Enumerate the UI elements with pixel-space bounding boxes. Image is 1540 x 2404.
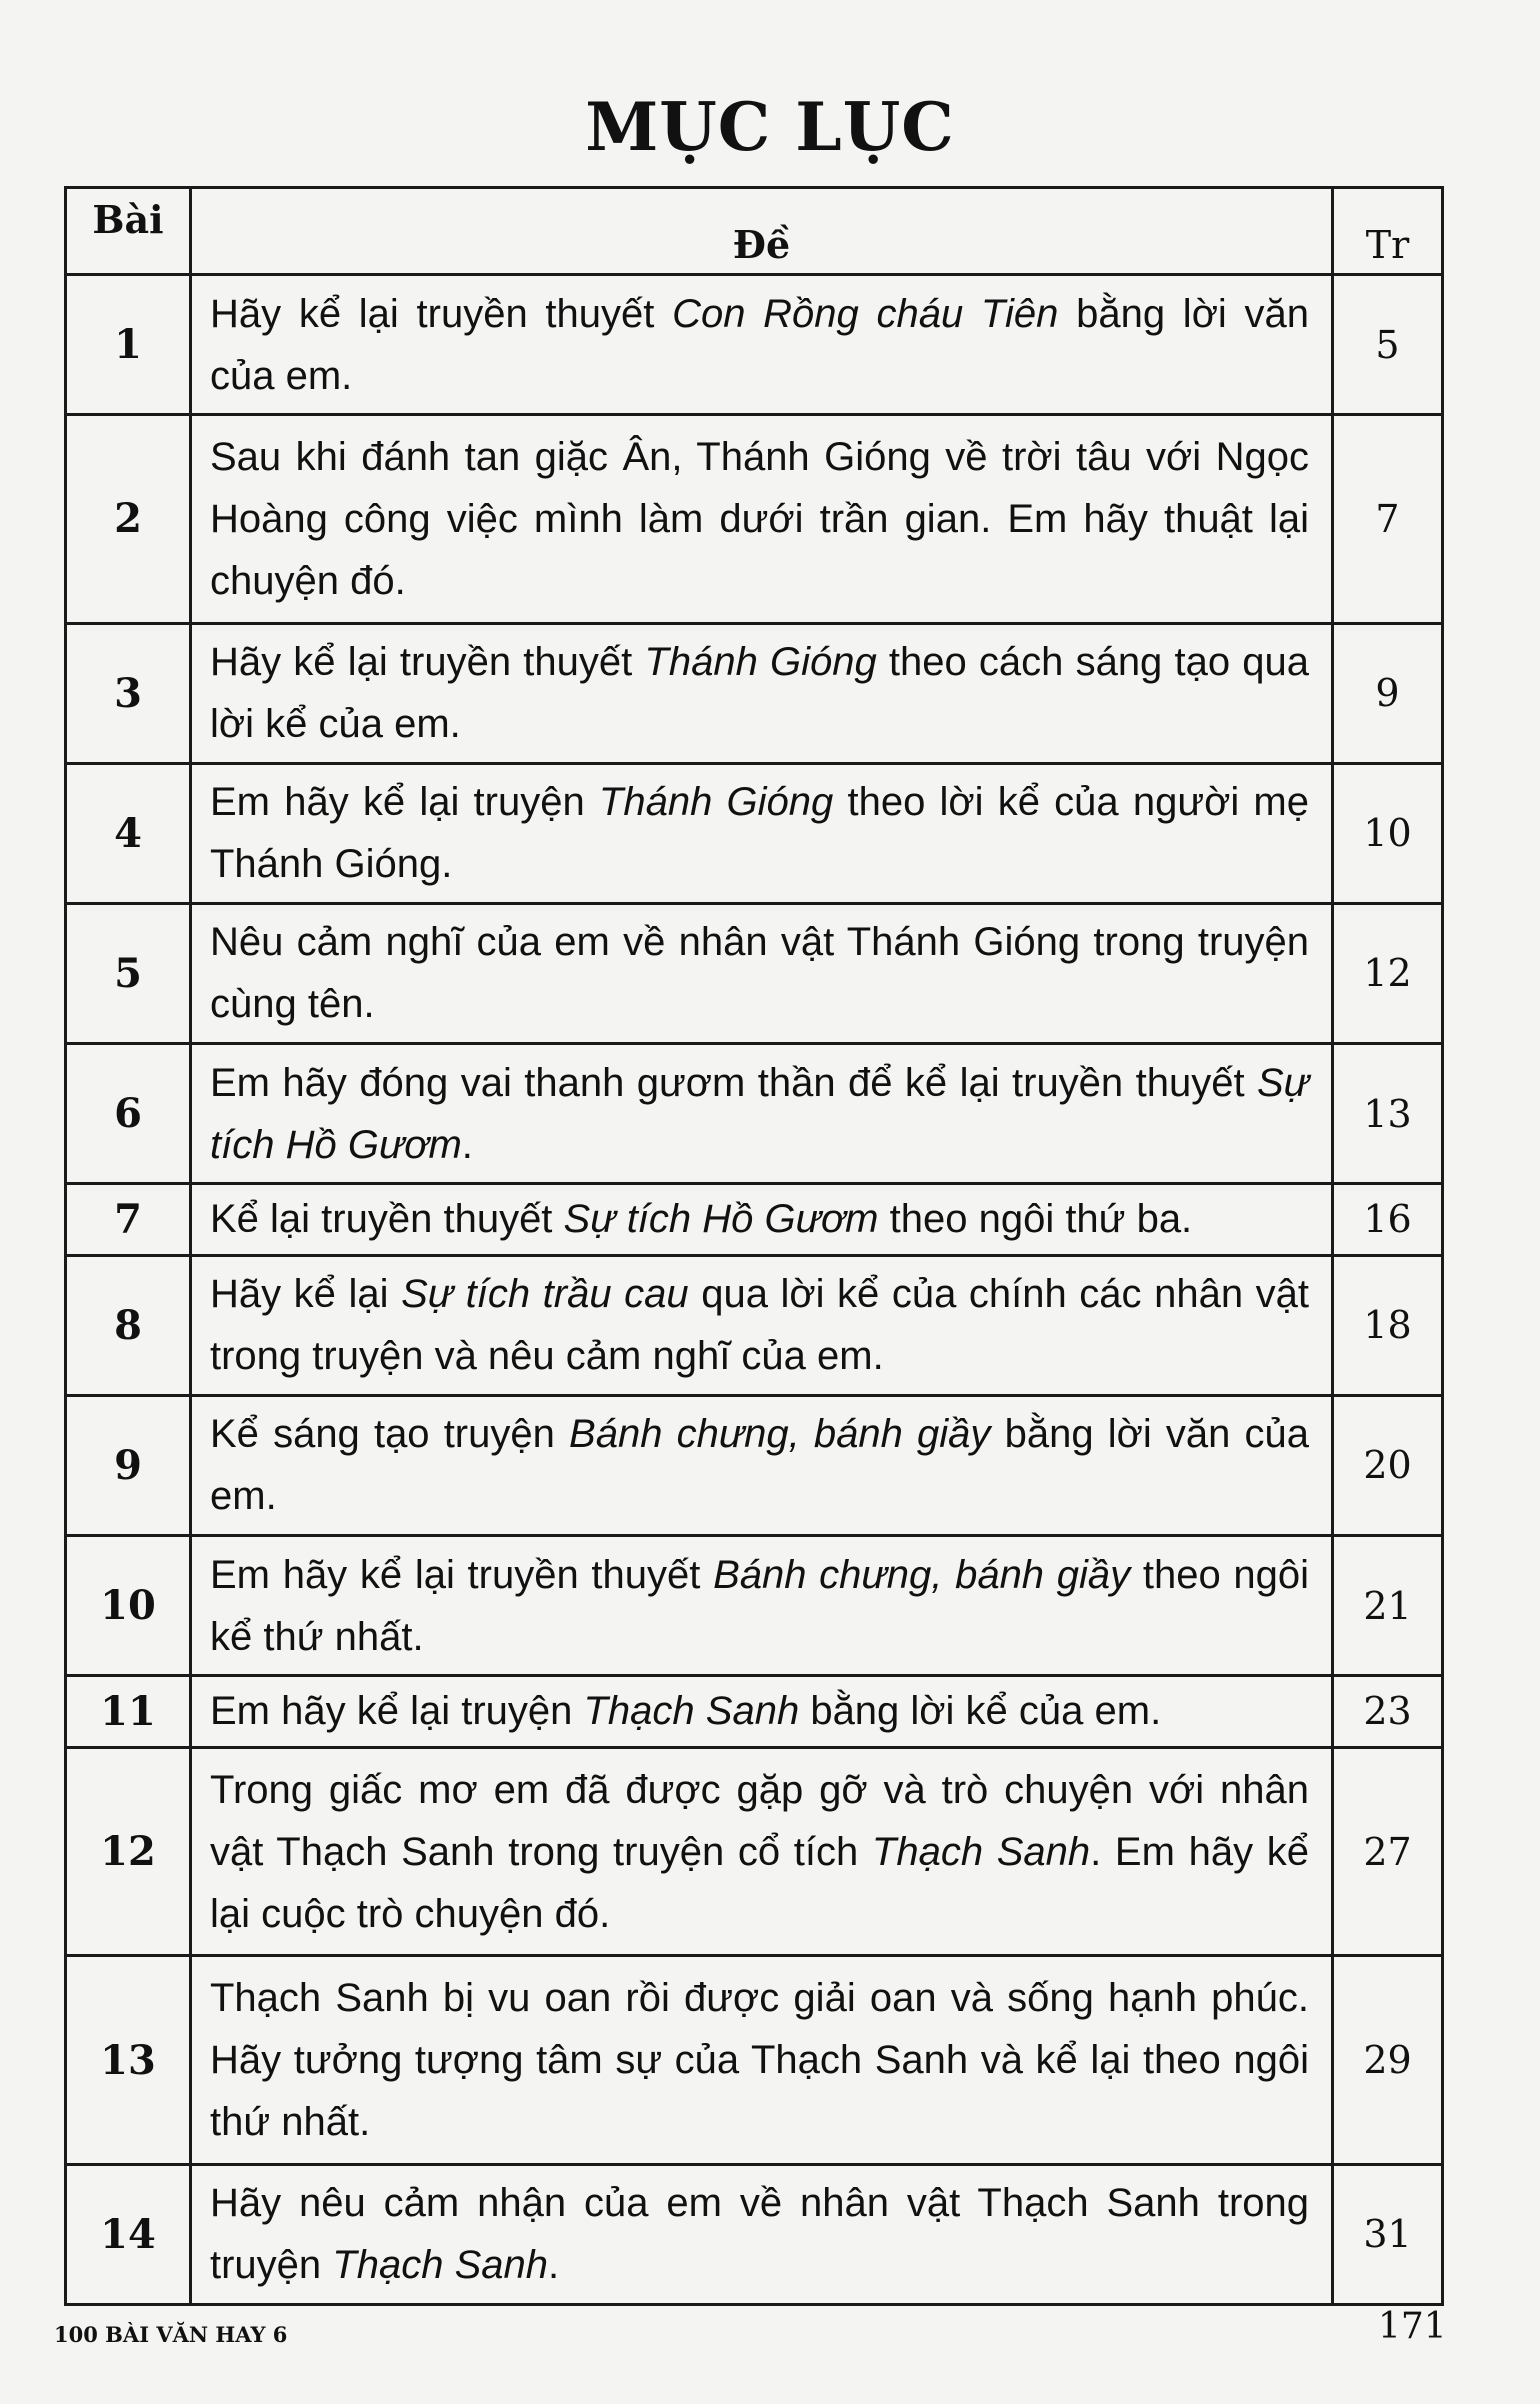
header-row (66, 188, 1443, 275)
toc-row (66, 1255, 1443, 1395)
lesson-number: 2 (66, 415, 191, 624)
toc-row (66, 275, 1443, 415)
topic-text: Kể sáng tạo truyện (210, 1412, 570, 1457)
topic-text: Hãy kể lại truyền thuyết (210, 291, 673, 336)
page-ref: 29 (1333, 1956, 1443, 2165)
toc-row (66, 2164, 1443, 2304)
toc-row (66, 763, 1443, 903)
topic-title-italic: Bánh chưng, bánh giầy (569, 1412, 991, 1457)
toc-table (64, 186, 1444, 2306)
lesson-number: 11 (66, 1676, 191, 1748)
page-ref: 9 (1333, 623, 1443, 763)
topic-text: Hãy kể lại truyền thuyết (210, 640, 645, 685)
topic-text: Trong giấc mơ em đã được gặp gỡ và trò chuyện với nhân vật Thạch Sanh trong truyện cổ tích (210, 1767, 1309, 1874)
lesson-topic (191, 1395, 1333, 1535)
topic-text: bằng lời văn của em. (210, 291, 1310, 398)
toc-row (66, 1043, 1443, 1183)
page-ref: 16 (1333, 1184, 1443, 1256)
topic-text: . (461, 1122, 473, 1167)
topic-text: Em hãy kể lại truyền thuyết (210, 1552, 714, 1597)
page-ref: 23 (1333, 1676, 1443, 1748)
lesson-topic (191, 1184, 1333, 1256)
header-topic: Đề (191, 188, 1333, 275)
lesson-number: 10 (66, 1535, 191, 1675)
lesson-number: 3 (66, 623, 191, 763)
topic-text: theo ngôi thứ ba. (878, 1197, 1193, 1242)
lesson-topic (191, 275, 1333, 415)
topic-text: bằng lời văn của em. (210, 1412, 1309, 1519)
topic-text: Thạch Sanh bị vu oan rồi được giải oan và sống hạnh phúc. Hãy tưởng tượng tâm sự của Thạch Sanh và kể lại theo ngôi thứ nhất. (210, 1976, 1309, 2145)
page-ref: 12 (1333, 903, 1443, 1043)
page-ref: 18 (1333, 1255, 1443, 1395)
lesson-number: 14 (66, 2164, 191, 2304)
lesson-topic (191, 1676, 1333, 1748)
toc-body (66, 275, 1443, 2305)
topic-text: Hãy nêu cảm nhận của em về nhân vật Thạch Sanh trong truyện (210, 2181, 1309, 2288)
lesson-topic (191, 1747, 1333, 1956)
page-ref: 5 (1333, 275, 1443, 415)
lesson-number: 12 (66, 1747, 191, 1956)
page-ref: 27 (1333, 1747, 1443, 1956)
lesson-number: 13 (66, 1956, 191, 2165)
topic-title-italic: Thạch Sanh (583, 1689, 800, 1734)
lesson-topic (191, 1956, 1333, 2165)
page-title: MỤC LỤC (585, 88, 955, 166)
lesson-topic (191, 1043, 1333, 1183)
header-number: Bài (66, 188, 191, 275)
topic-text: Em hãy đóng vai thanh gươm thần để kể lại truyền thuyết (210, 1060, 1257, 1105)
topic-title-italic: Thạch Sanh (871, 1829, 1091, 1874)
lesson-number: 6 (66, 1043, 191, 1183)
topic-text: . (548, 2243, 560, 2288)
topic-text: Nêu cảm nghĩ của em về nhân vật Thánh Gióng trong truyện cùng tên. (210, 920, 1309, 1027)
topic-text: Hãy kể lại (210, 1272, 402, 1317)
page-ref: 20 (1333, 1395, 1443, 1535)
page-ref: 21 (1333, 1535, 1443, 1675)
lesson-topic (191, 415, 1333, 624)
lesson-number: 5 (66, 903, 191, 1043)
topic-text: theo ngôi kể thứ nhất. (210, 1552, 1310, 1659)
topic-title-italic: Bánh chưng, bánh giầy (713, 1552, 1131, 1597)
toc-row (66, 1535, 1443, 1675)
topic-title-italic: Sự tích trầu cau (401, 1272, 689, 1317)
topic-title-italic: Sự tích Hồ Gươm (563, 1197, 879, 1242)
page-ref: 7 (1333, 415, 1443, 624)
header-page: Tr (1333, 188, 1443, 275)
lesson-number: 7 (66, 1184, 191, 1256)
page-ref: 31 (1333, 2164, 1443, 2304)
lesson-topic (191, 2164, 1333, 2304)
lesson-topic (191, 623, 1333, 763)
lesson-topic (191, 903, 1333, 1043)
lesson-number: 8 (66, 1255, 191, 1395)
topic-text: qua lời kể của chính các nhân vật trong truyện và nêu cảm nghĩ của em. (210, 1272, 1310, 1379)
lesson-number: 9 (66, 1395, 191, 1535)
toc-row (66, 415, 1443, 624)
toc-row (66, 1956, 1443, 2165)
topic-title-italic: Thánh Gióng (598, 780, 834, 825)
topic-text: theo lời kể của người mẹ Thánh Gióng. (210, 780, 1309, 887)
lesson-number: 1 (66, 275, 191, 415)
lesson-number: 4 (66, 763, 191, 903)
topic-text: Em hãy kể lại truyện (210, 1689, 584, 1734)
topic-text: bằng lời kể của em. (799, 1689, 1162, 1734)
page-ref: 10 (1333, 763, 1443, 903)
toc-row (66, 1676, 1443, 1748)
topic-title-italic: Con Rồng cháu Tiên (672, 291, 1059, 336)
topic-title-italic: Thánh Gióng (644, 640, 877, 685)
lesson-topic (191, 1535, 1333, 1675)
lesson-topic (191, 1255, 1333, 1395)
topic-text: theo cách sáng tạo qua lời kể của em. (210, 640, 1309, 747)
toc-row (66, 903, 1443, 1043)
topic-text: . Em hãy kể lại cuộc trò chuyện đó. (210, 1829, 1309, 1936)
topic-text: Kể lại truyền thuyết (210, 1197, 564, 1242)
book-title: 100 BÀI VĂN HAY 6 (54, 2322, 288, 2347)
topic-text: Em hãy kể lại truyện (210, 780, 599, 825)
toc-row (66, 623, 1443, 763)
page-number: 171 (1378, 2306, 1447, 2347)
topic-text: Sau khi đánh tan giặc Ân, Thánh Gióng về trời tâu với Ngọc Hoàng công việc mình làm dưới trần gian. Em hãy thuật lại chuyện đó. (210, 434, 1309, 603)
page-ref: 13 (1333, 1043, 1443, 1183)
toc-row (66, 1184, 1443, 1256)
toc-row (66, 1747, 1443, 1956)
toc-row (66, 1395, 1443, 1535)
lesson-topic (191, 763, 1333, 903)
topic-title-italic: Sự tích Hồ Gươm (210, 1060, 1309, 1167)
topic-title-italic: Thạch Sanh (332, 2243, 548, 2288)
